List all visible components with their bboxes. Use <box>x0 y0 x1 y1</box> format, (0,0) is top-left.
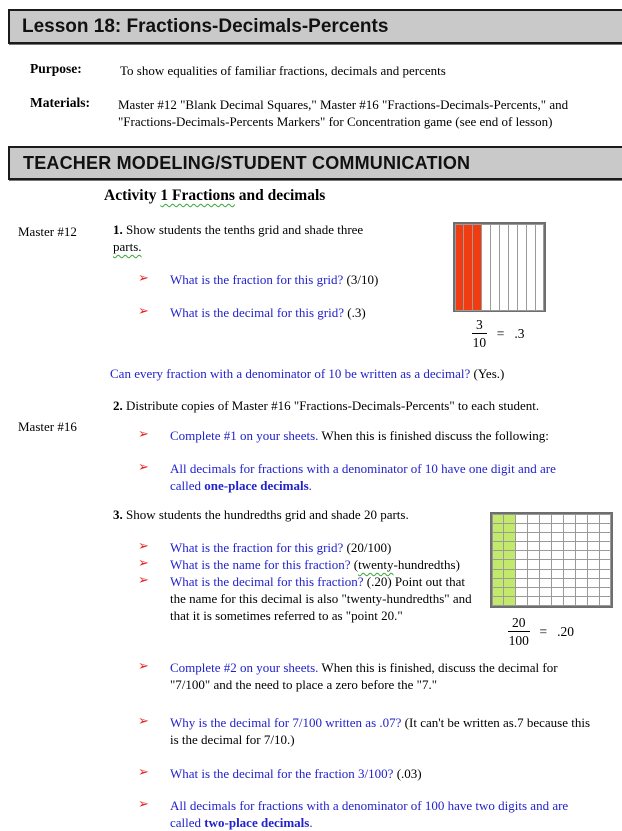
bullet-answer: (It can't be written as.7 because this is the decimal for 7/10.) <box>170 715 591 747</box>
fraction-denominator: 10 <box>472 335 487 350</box>
step-1-squiggled-word: parts. <box>113 239 142 254</box>
arrow-bullet-icon: ➢ <box>138 271 149 286</box>
activity-heading-squiggled: 1 Fractions <box>160 187 235 204</box>
bullet-followup: When this is finished discuss the following: <box>318 428 549 443</box>
fraction-denominator: 100 <box>508 633 529 648</box>
bullet-one-place-decimals <box>138 460 590 494</box>
grid-cell <box>535 224 545 311</box>
tenths-grid-caption <box>472 317 525 350</box>
bullet-decimal-grid-tenths <box>138 304 438 321</box>
bullet-period: . <box>308 478 312 493</box>
step-1 <box>113 221 391 255</box>
question-answer: (Yes.) <box>470 366 505 381</box>
bullet-answer: (3/10) <box>343 272 379 287</box>
decimal-value: .20 <box>557 623 574 639</box>
arrow-bullet-icon: ➢ <box>138 304 149 319</box>
bullet-followup: When this is finished, discuss the decimal for "7/100" and the need to place a zero before the "7." <box>170 660 558 692</box>
bullet-question: What is the decimal for the fraction 3/100? <box>170 766 394 781</box>
margin-label-master12: Master #12 <box>18 224 77 239</box>
bullet-fraction-grid-tenths <box>138 271 438 288</box>
hundredths-grid-caption <box>508 615 574 648</box>
grid-cell <box>599 596 612 606</box>
bullet-period: . <box>309 815 313 830</box>
fraction-numerator: 3 <box>472 317 487 334</box>
equals-sign: = <box>539 623 548 639</box>
bullet-question: What is the name for this fraction? <box>170 557 351 572</box>
bullet-answer: (.3) <box>344 305 366 320</box>
step-3 <box>113 506 409 523</box>
activity-heading <box>104 187 325 205</box>
step-1-text: Show students the tenths grid and shade three <box>122 222 364 237</box>
bullet-squiggled-word: twenty <box>358 557 394 572</box>
bullet-why-07 <box>138 714 596 748</box>
step-3-number: 3. <box>113 507 123 522</box>
bullet-question: What is the fraction for this grid? <box>170 540 344 555</box>
bullet-complete-1 <box>138 427 598 444</box>
question-denominator-10 <box>110 365 610 382</box>
fraction-numerator: 20 <box>508 615 530 632</box>
bullet-decimal-3-100 <box>138 765 538 782</box>
arrow-bullet-icon: ➢ <box>138 556 149 571</box>
bullet-question: Why is the decimal for 7/100 written as .07? <box>170 715 402 730</box>
bullet-complete-2 <box>138 659 593 693</box>
lesson-title-bar <box>8 9 622 44</box>
arrow-bullet-icon: ➢ <box>138 539 149 554</box>
bullet-question: What is the fraction for this grid? <box>170 272 344 287</box>
activity-heading-prefix: Activity <box>104 187 161 204</box>
bullet-statement: All decimals for fractions with a denominator of 10 have one digit and are called <box>170 461 556 493</box>
bullet-answer-rest: -hundredths) <box>393 557 460 572</box>
step-2-text: Distribute copies of Master #16 "Fractions-Decimals-Percents" to each student. <box>122 398 540 413</box>
step-3-text: Show students the hundredths grid and shade 20 parts. <box>122 507 409 522</box>
bullet-answer: (20/100) <box>343 540 392 555</box>
bullet-two-place-decimals <box>138 797 598 831</box>
section-header: TEACHER MODELING/STUDENT COMMUNICATION <box>23 152 471 173</box>
tenths-grid <box>453 222 546 312</box>
bullet-decimal-fraction <box>138 573 483 624</box>
materials-text: Master #12 "Blank Decimal Squares," Master #16 "Fractions-Decimals-Percents," and "Fractions-Decimals-Percents Markers" for Concentration game (see end of lesson) <box>118 97 569 129</box>
step-1-number: 1. <box>113 222 123 237</box>
bullet-instruction: Complete #1 on your sheets. <box>170 428 319 443</box>
lesson-title: Lesson 18: Fractions-Decimals-Percents <box>22 15 389 37</box>
bullet-name-fraction <box>138 556 468 573</box>
bullet-instruction: Complete #2 on your sheets. <box>170 660 319 675</box>
step-2 <box>113 397 539 414</box>
arrow-bullet-icon: ➢ <box>138 659 149 674</box>
bullet-answer: (.03) <box>393 766 422 781</box>
arrow-bullet-icon: ➢ <box>138 573 149 588</box>
bullet-answer-open: ( <box>350 557 359 572</box>
arrow-bullet-icon: ➢ <box>138 797 149 812</box>
hundredths-grid <box>490 512 613 608</box>
fraction-three-tenths <box>472 317 487 350</box>
arrow-bullet-icon: ➢ <box>138 460 149 475</box>
bullet-question: What is the decimal for this grid? <box>170 305 345 320</box>
bullet-fraction-grid-hundredths <box>138 539 468 556</box>
bullet-question: What is the decimal for this fraction? <box>170 574 364 589</box>
bullet-statement: All decimals for fractions with a denominator of 100 have two digits and are called <box>170 798 569 830</box>
bullet-term: one-place decimals <box>204 478 309 493</box>
purpose-label: Purpose: <box>30 61 82 76</box>
activity-heading-suffix: and decimals <box>234 187 326 204</box>
arrow-bullet-icon: ➢ <box>138 714 149 729</box>
bullet-answer: (.20) Point out that the name for this decimal is also "twenty-hundredths" and that it is sometimes referred to as "point 20." <box>170 574 472 623</box>
arrow-bullet-icon: ➢ <box>138 765 149 780</box>
question-text: Can every fraction with a denominator of 10 be written as a decimal? <box>110 366 471 381</box>
materials-label: Materials: <box>30 95 90 110</box>
equals-sign: = <box>496 325 505 341</box>
margin-label-master16: Master #16 <box>18 419 77 434</box>
section-header-bar <box>8 146 622 180</box>
decimal-value: .3 <box>514 325 525 341</box>
bullet-term: two-place decimals <box>204 815 310 830</box>
fraction-twenty-hundredths <box>508 615 530 648</box>
purpose-text: To show equalities of familiar fractions, decimals and percents <box>120 63 446 78</box>
arrow-bullet-icon: ➢ <box>138 427 149 442</box>
step-2-number: 2. <box>113 398 123 413</box>
